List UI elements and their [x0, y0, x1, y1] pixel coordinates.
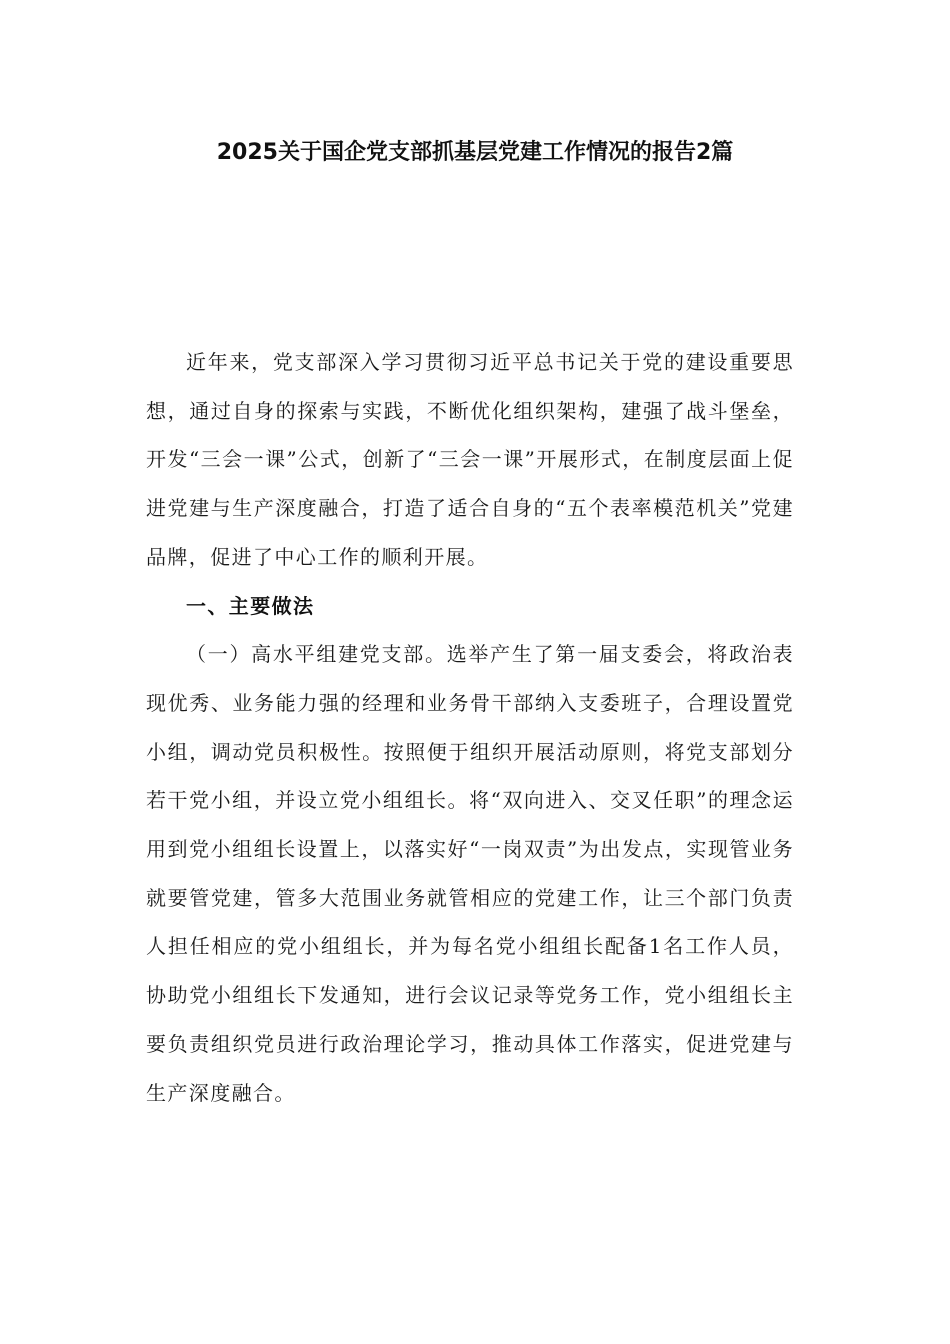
section-paragraph: （一）高水平组建党支部。选举产生了第一届支委会，将政治表现优秀、业务能力强的经理和业务骨干部纳入支委班子，合理设置党小组，调动党员积极性。按照便于组织开展活动原则，将党支部划分若干党小组，并设立党小组组长。将“双向进入、交叉任职”的理念运用到党小组组长设置上，以落实好“一岗双责”为出发点，实现管业务就要管党建，管多大范围业务就管相应的党建工作，让三个部门负责人担任相应的党小组组长，并为每名党小组组长配备1名工作人员，协助党小组组长下发通知，进行会议记录等党务工作，党小组组长主要负责组织党员进行政治理论学习，推动具体工作落实，促进党建与生产深度融合。	[146, 642, 794, 1105]
document-body	[146, 338, 794, 1117]
document-title: 2025关于国企党支部抓基层党建工作情况的报告2篇	[216, 140, 734, 165]
section-heading: 一、主要做法	[186, 593, 315, 618]
intro-paragraph: 近年来，党支部深入学习贯彻习近平总书记关于党的建设重要思想，通过自身的探索与实践，不断优化组织架构，建强了战斗堡垒，开发“三会一课”公式，创新了“三会一课”开展形式，在制度层面上促进党建与生产深度融合，打造了适合自身的“五个表率模范机关”党建品牌，促进了中心工作的顺利开展。	[146, 350, 794, 569]
